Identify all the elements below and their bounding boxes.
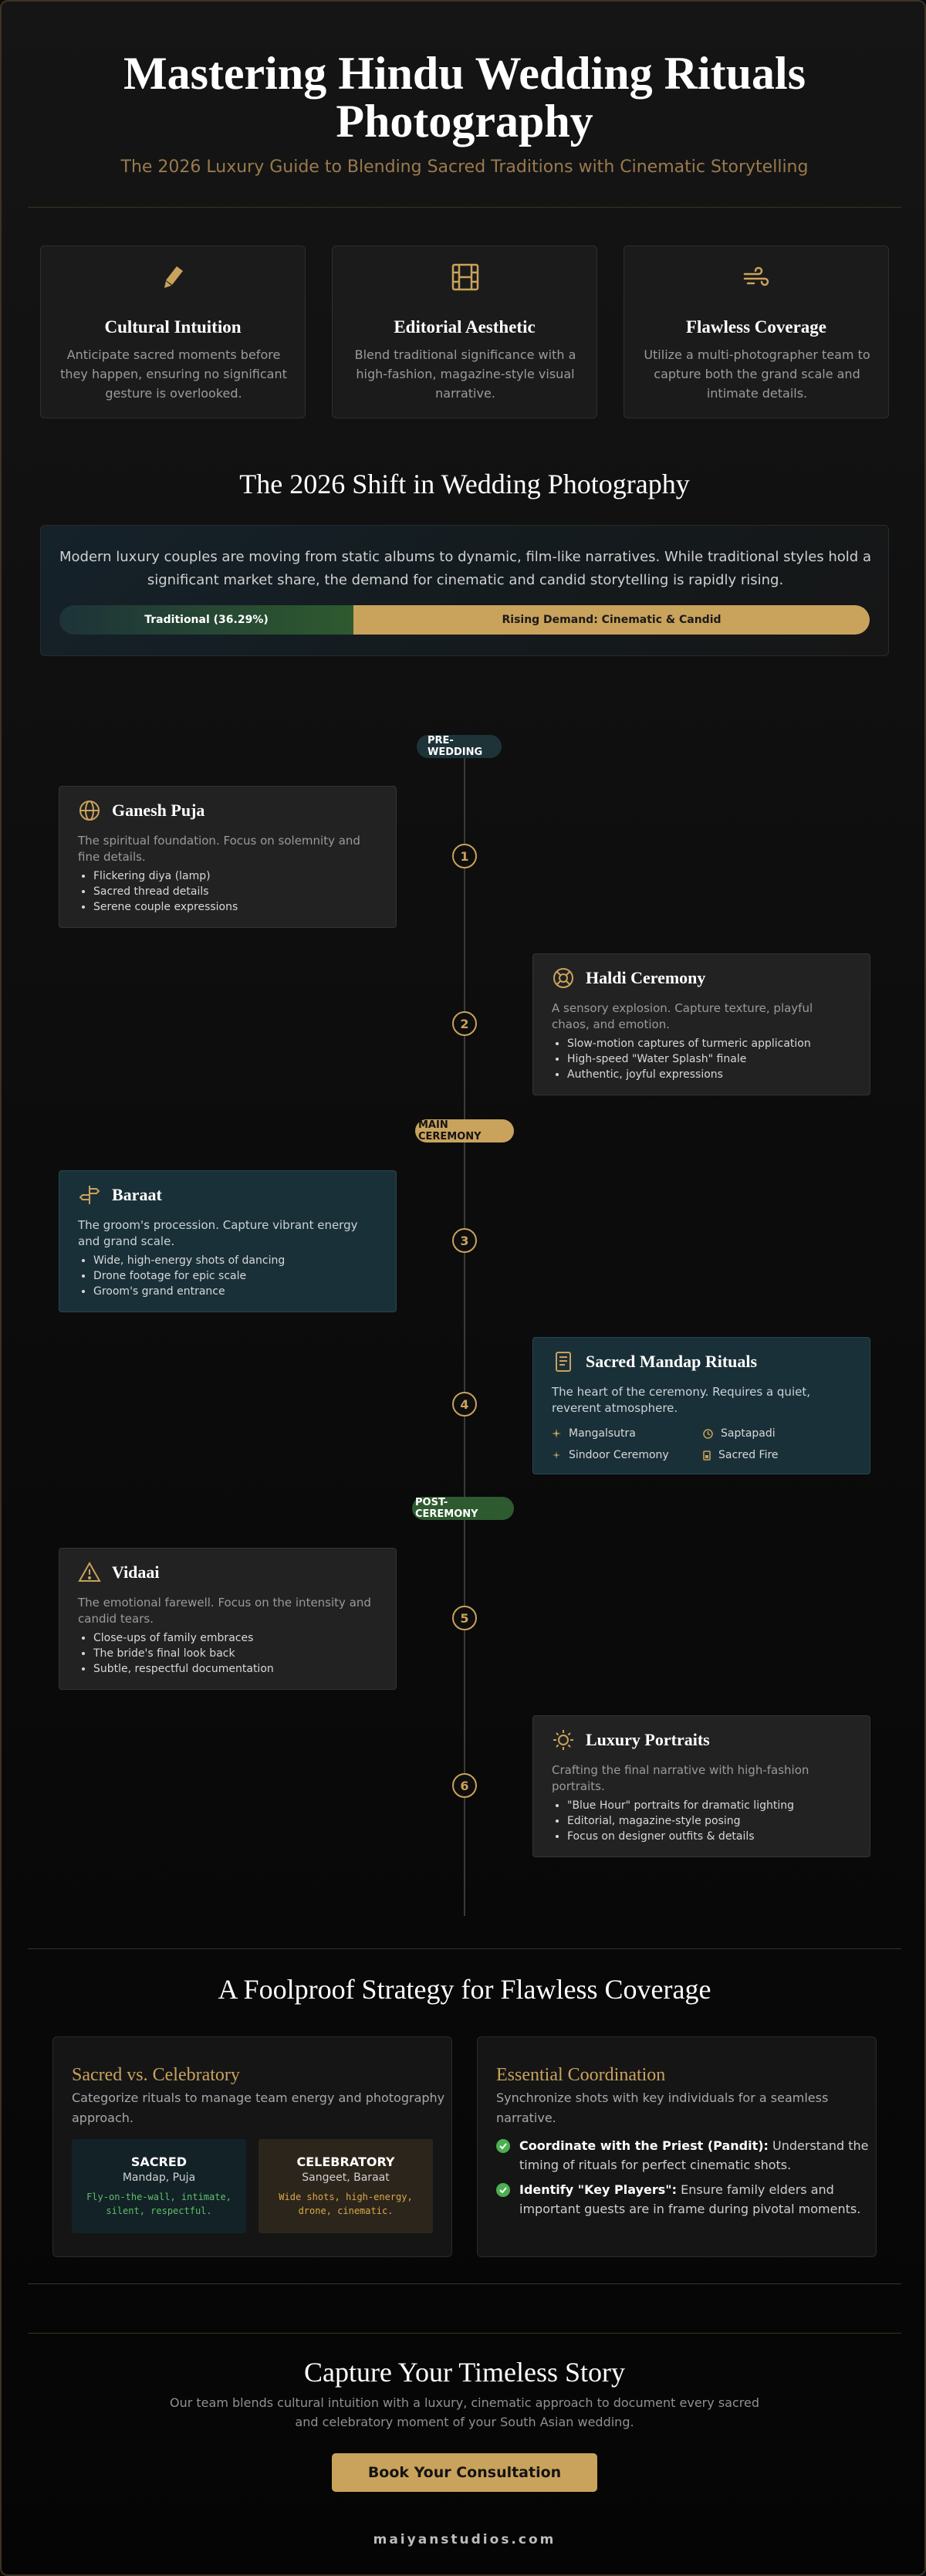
ritual-label: Sindoor Ceremony [569,1449,669,1461]
strategy-title: A Foolproof Strategy for Flawless Coverage [218,1974,711,2005]
market-share-bar [59,605,870,635]
list-item: • Flickering diya (lamp) [93,868,387,884]
feature-card-cultural-intuition [40,245,306,418]
event-card-sacred-mandap-rituals [532,1337,870,1474]
sacred-box [72,2139,246,2233]
timeline-node-1: 1 [452,844,477,868]
event-bullets [93,1630,387,1677]
feature-text: Blend traditional significance with a high-fashion, magazine-style visual narrative. [354,347,576,401]
point-bold: Identify "Key Players": [519,2182,677,2197]
phase-post-ceremony [412,1497,514,1520]
phase-label: CEREMONY [418,1131,482,1142]
event-title: Ganesh Puja [112,801,205,820]
ritual-label: Mangalsutra [569,1427,636,1440]
feature-text: Utilize a multi-photographer team to capture both the grand scale and intimate details. [644,347,870,401]
phase-label: WEDDING [428,746,483,758]
wind-icon [742,262,772,293]
clock-icon [703,1429,713,1439]
point-text: Ensure family elders and important guests are in frame during pivotal moments. [519,2182,861,2216]
coordination-point [496,2136,874,2175]
point-text: Understand the timing of rituals for perfect cinematic shots. [519,2138,869,2172]
signpost-icon [78,1183,101,1207]
list-item: • Subtle, respectful documentation [93,1661,387,1677]
event-title: Baraat [112,1185,162,1204]
shift-title: The 2026 Shift in Wedding Photography [239,469,690,499]
feature-card-editorial-aesthetic [332,245,597,418]
celebratory-note: Wide shots, high-energy, drone, cinematic. [279,2192,413,2216]
event-card-baraat [59,1170,397,1312]
event-desc: The groom's procession. Capture vibrant energy and grand scale. [78,1218,358,1248]
sun-icon [552,1728,575,1752]
list-item: • The bride's final look back [93,1646,387,1661]
timeline-line [464,743,465,1916]
event-desc: A sensory explosion. Capture texture, playful chaos, and emotion. [552,1001,813,1031]
event-card-luxury-portraits [532,1715,870,1857]
strategy-card-title: Essential Coordination [496,2065,666,2085]
event-title: Sacred Mandap Rituals [586,1352,758,1371]
event-bullets [93,1253,387,1299]
sacred-title: SACRED [130,2155,188,2169]
phase-label: PRE- [428,735,454,746]
rising-segment: Rising Demand: Cinematic & Candid [353,605,870,635]
event-desc: The heart of the ceremony. Requires a quiet, reverent atmosphere. [552,1385,810,1415]
globe-icon [78,799,101,822]
ritual-label: Sacred Fire [718,1449,779,1461]
timeline-node-2: 2 [452,1011,477,1036]
coordination-point [496,2180,874,2219]
feature-title: Cultural Intuition [104,317,242,337]
page-subtitle: The 2026 Luxury Guide to Blending Sacred Traditions with Cinematic Storytelling [120,157,809,177]
divider [28,2333,901,2334]
sparkle-small-icon [552,1450,561,1460]
film-icon [450,262,481,293]
ritual-item [552,1427,698,1440]
strategy-card-desc: Synchronize shots with key individuals for a seamless narrative. [496,2090,829,2125]
ritual-item [552,1449,698,1461]
event-card-vidaai [59,1548,397,1690]
pencil-icon [158,262,189,293]
feature-title: Flawless Coverage [685,317,827,337]
celebratory-box [259,2139,433,2233]
feature-title: Editorial Aesthetic [394,317,536,337]
timeline-node-4: 4 [452,1392,477,1417]
phase-label: POST- [415,1497,448,1508]
list-item: • "Blue Hour" portraits for dramatic lighting [567,1798,860,1813]
divider [28,207,901,208]
strategy-card-title: Sacred vs. Celebratory [72,2065,240,2085]
page-title [2,49,926,145]
celebratory-sub: Sangeet, Baraat [302,2171,390,2184]
ritual-item [703,1427,850,1440]
divider [28,1948,901,1949]
flame-icon [703,1450,711,1461]
cta-desc: Our team blends cultural intuition with a luxury, cinematic approach to document every sacred and celebratory moment of your South Asian wedding. [170,2395,759,2429]
check-circle-icon [496,2139,510,2153]
strategy-card-desc: Categorize rituals to manage team energy and photography approach. [72,2090,445,2125]
cta-title: Capture Your Timeless Story [303,2357,626,2388]
list-item: • Groom's grand entrance [93,1284,387,1299]
event-desc: The emotional farewell. Focus on the intensity and candid tears. [78,1596,371,1626]
event-desc: The spiritual foundation. Focus on solemnity and fine details. [78,834,360,864]
list-item: • Sacred thread details [93,884,387,899]
shift-text: Modern luxury couples are moving from static albums to dynamic, film-like narratives. While traditional styles hold a significant market share, the demand for cinematic and candid storytelling is rapidly rising. [59,549,871,588]
list-item: • Serene couple expressions [93,899,387,915]
check-circle-icon [496,2183,510,2197]
divider [28,2283,901,2284]
timeline-node-3: 3 [452,1228,477,1253]
timeline-node-6: 6 [452,1773,477,1798]
list-item: • Authentic, joyful expressions [567,1067,860,1082]
event-title: Haldi Ceremony [586,968,706,987]
shift-box [40,525,889,656]
page-title-line1: Mastering Hindu Wedding Rituals [123,48,806,99]
feature-text: Anticipate sacred moments before they happen, ensuring no significant gesture is overlooked. [60,347,287,401]
scroll-icon [552,1350,575,1373]
strategy-card-sacred-vs-celebratory [52,2036,452,2257]
point-bold: Coordinate with the Priest (Pandit): [519,2138,769,2153]
event-card-haldi-ceremony [532,953,870,1095]
sparkle-icon [552,1429,561,1438]
list-item: • Drone footage for epic scale [93,1268,387,1284]
strategy-card-essential-coordination [477,2036,877,2257]
event-title: Luxury Portraits [586,1730,710,1749]
feature-card-flawless-coverage [624,245,889,418]
list-item: • High-speed "Water Splash" finale [567,1051,860,1067]
phase-pre-wedding [417,735,502,758]
event-bullets [567,1798,860,1844]
list-item: • Close-ups of family embraces [93,1630,387,1646]
sacred-note: Fly-on-the-wall, intimate, silent, respectful. [86,2192,231,2216]
page-title-line2: Photography [336,96,593,147]
event-desc: Crafting the final narrative with high-fashion portraits. [552,1763,809,1793]
event-bullets [93,868,387,915]
event-title: Vidaai [112,1562,160,1582]
traditional-segment: Traditional (36.29%) [59,605,353,635]
ritual-item [703,1449,850,1461]
list-item: • Editorial, magazine-style posing [567,1813,860,1829]
footer-domain[interactable]: maiyanstudios.com [373,2532,556,2547]
compass-icon [552,966,575,990]
list-item: • Wide, high-energy shots of dancing [93,1253,387,1268]
book-consultation-button[interactable]: Book Your Consultation [332,2453,597,2492]
ritual-label: Saptapadi [721,1427,776,1440]
phase-label: MAIN [418,1119,448,1131]
list-item: • Focus on designer outfits & details [567,1829,860,1844]
timeline-node-5: 5 [452,1606,477,1630]
list-item: • Slow-motion captures of turmeric application [567,1036,860,1051]
phase-label: CEREMONY [415,1508,478,1520]
warning-icon [78,1561,101,1584]
sacred-sub: Mandap, Puja [122,2171,196,2184]
event-bullets [567,1036,860,1082]
celebratory-title: CELEBRATORY [296,2155,395,2169]
phase-main-ceremony [415,1119,514,1142]
event-card-ganesh-puja [59,786,397,928]
